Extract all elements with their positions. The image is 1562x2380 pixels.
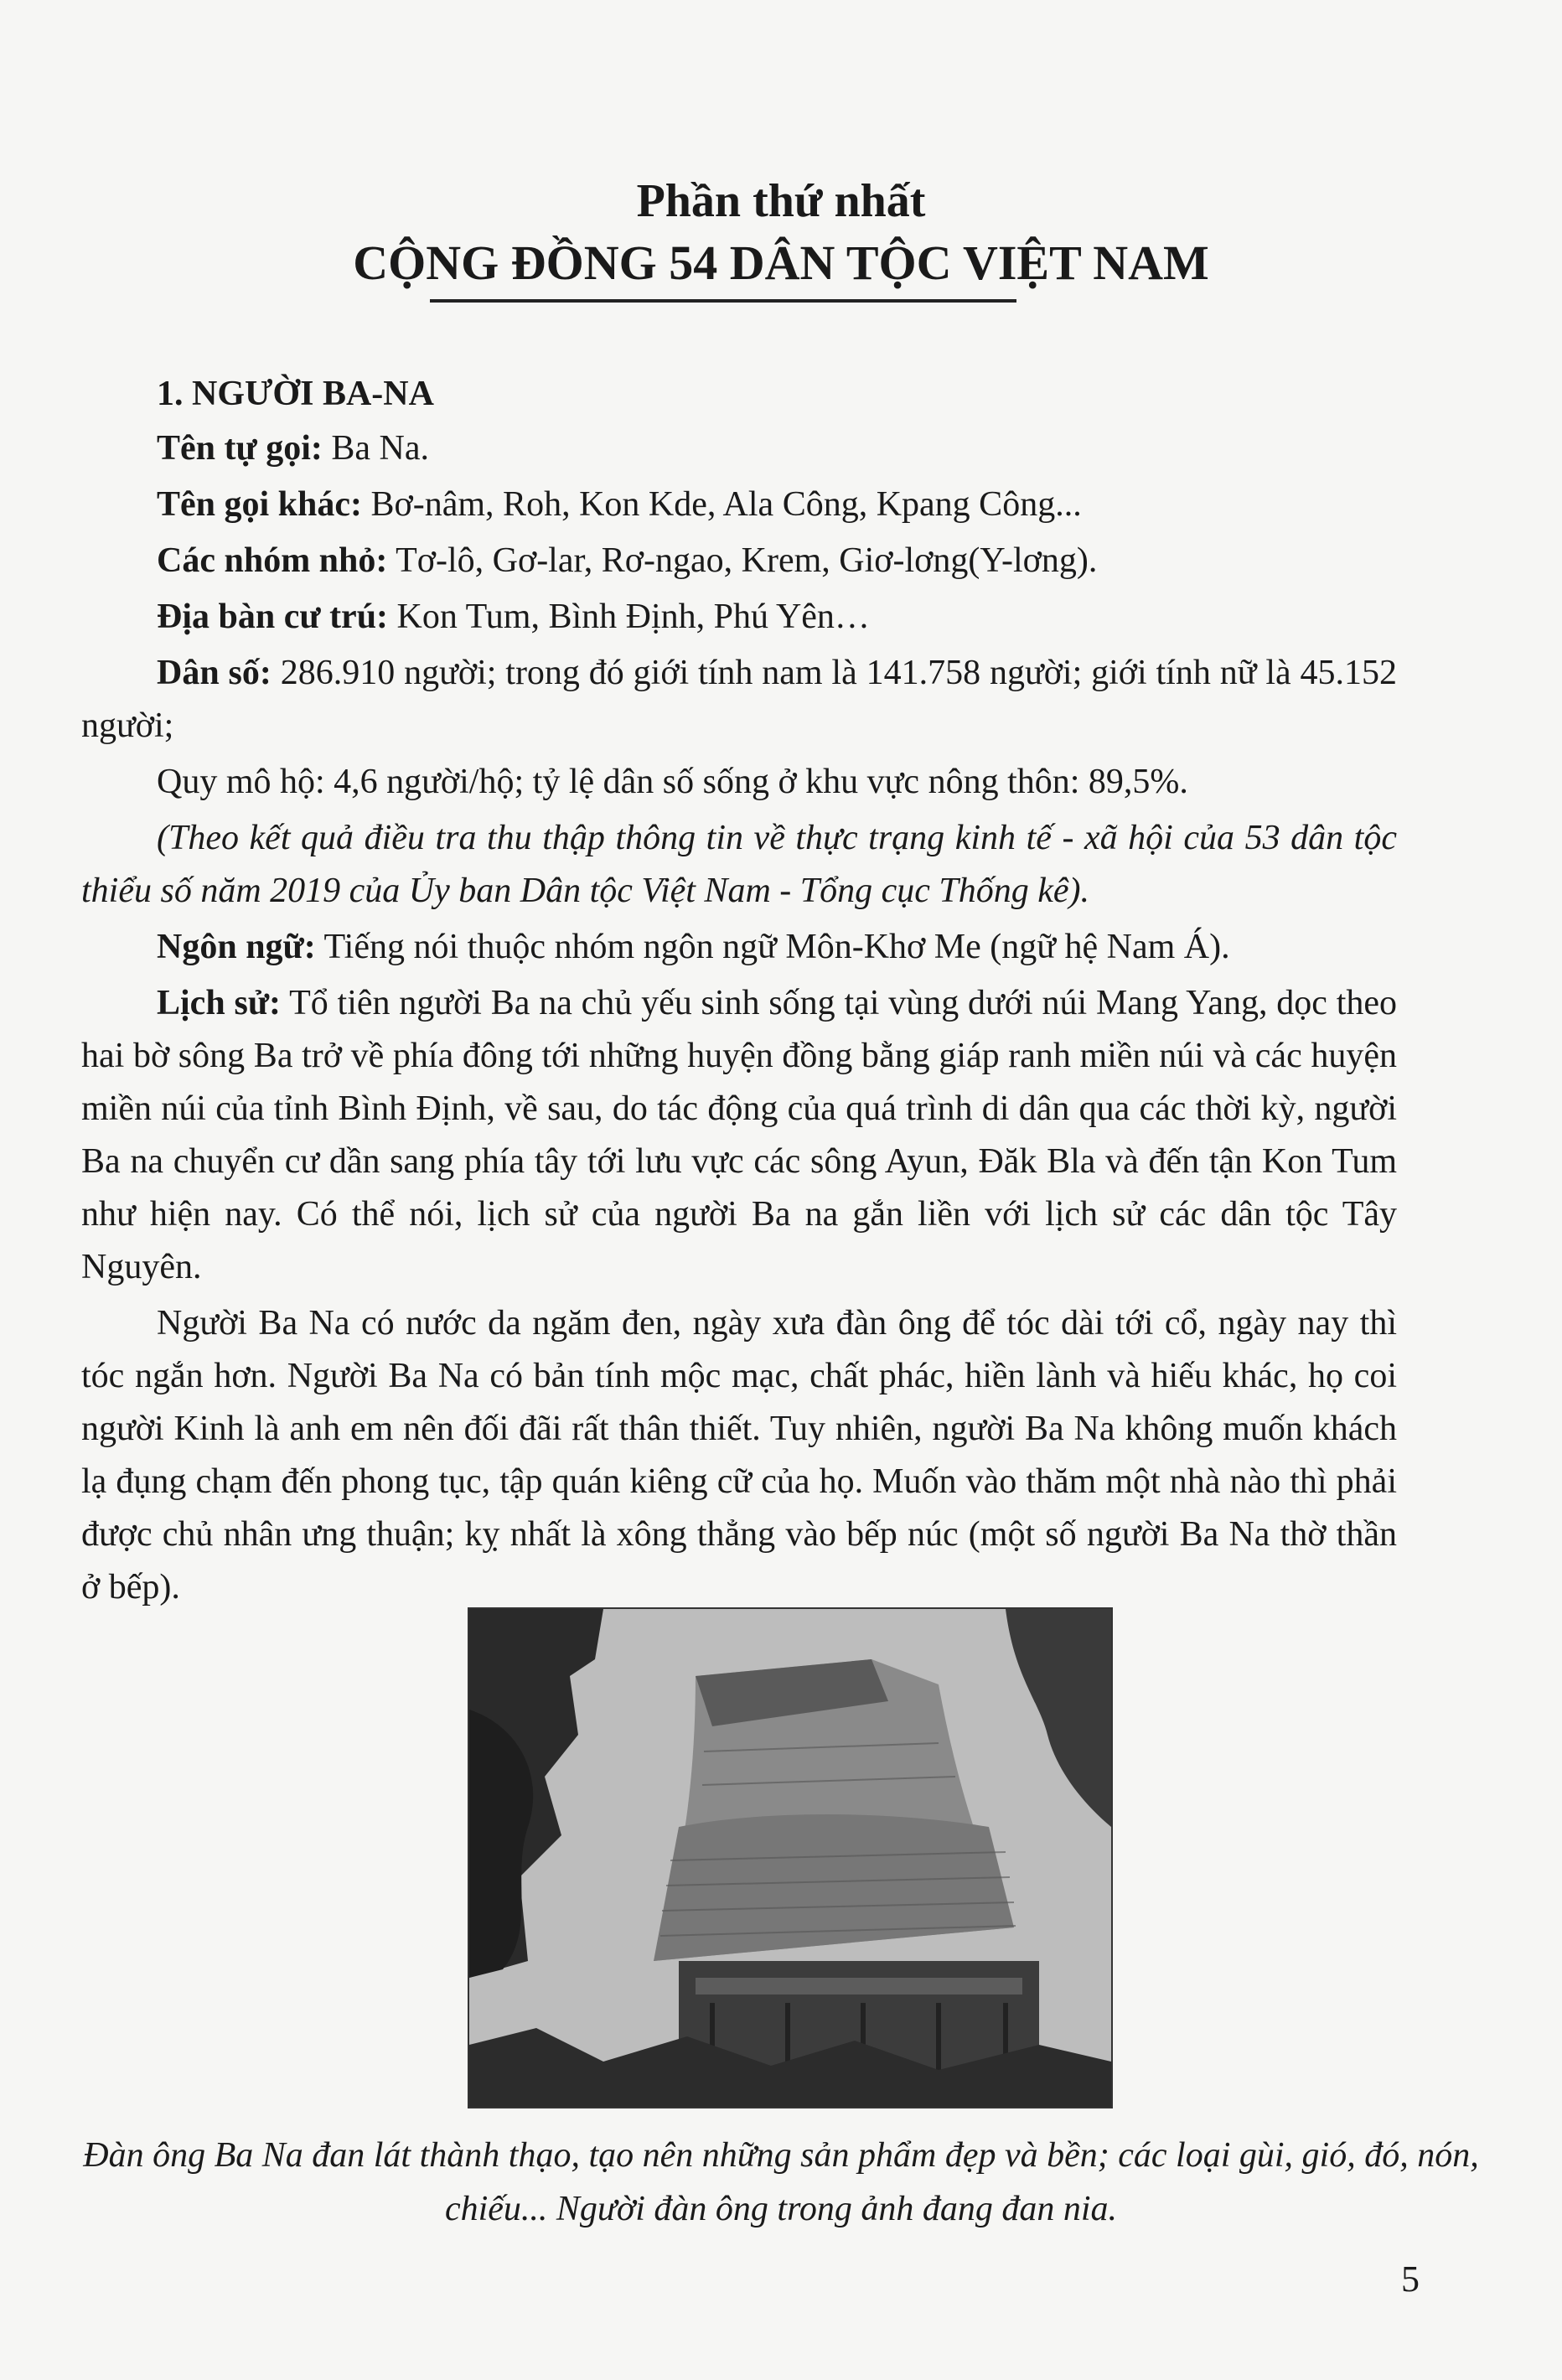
field-cac-nhom-nho	[81, 535, 1397, 587]
field-value: Tiếng nói thuộc nhóm ngôn ngữ Môn-Khơ Me (ngữ hệ Nam Á).	[315, 928, 1230, 966]
field-ten-goi-khac	[81, 479, 1397, 531]
main-title: CỘNG ĐỒNG 54 DÂN TỘC VIỆT NAM	[353, 235, 1209, 290]
photo-ba-na-house	[468, 1607, 1113, 2108]
field-label: Dân số:	[157, 654, 272, 692]
field-label: Tên tự gọi:	[157, 429, 323, 468]
photo-illustration	[469, 1609, 1111, 2107]
field-ten-tu-goi	[81, 422, 1397, 475]
field-value: Tơ-lô, Gơ-lar, Rơ-ngao, Krem, Giơ-lơng(Y-lơng).	[387, 541, 1098, 580]
field-lich-su	[81, 977, 1397, 1294]
field-label: Địa bàn cư trú:	[157, 598, 389, 636]
field-value: Kon Tum, Bình Định, Phú Yên…	[388, 598, 870, 636]
field-value: Ba Na.	[322, 429, 429, 468]
photo-caption: Đàn ông Ba Na đan lát thành thạo, tạo nên những sản phẩm đẹp và bền; các loại gùi, gió, đó, nón, chiếu... Người đàn ông trong ảnh đang đan nia.	[83, 2136, 1479, 2228]
field-value: Bơ-nâm, Roh, Kon Kde, Ala Công, Kpang Công...	[362, 485, 1082, 524]
part-title: Phần thứ nhất	[636, 175, 926, 227]
field-value: 286.910 người; trong đó giới tính nam là 141.758 người; giới tính nữ là 45.152 người;	[81, 654, 1397, 745]
field-dan-so	[81, 647, 1397, 753]
field-label: Lịch sử:	[157, 984, 282, 1022]
body-paragraph: Người Ba Na có nước da ngăm đen, ngày xưa đàn ông để tóc dài tới cổ, ngày nay thì tóc ngắn hơn. Người Ba Na có bản tính mộc mạc, chất phác, hiền lành và hiếu khác, họ coi người Kinh là anh em nên đối đãi rất thân thiết. Tuy nhiên, người Ba Na không muốn khách lạ đụng chạm đến phong tục, tập quán kiêng cữ của họ. Muốn vào thăm một nhà nào thì phải được chủ nhân ưng thuận; kỵ nhất là xông thẳng vào bếp núc (một số người Ba Na thờ thần ở bếp).	[81, 1304, 1397, 1606]
field-dia-ban	[81, 591, 1397, 644]
field-ngon-ngu	[81, 921, 1397, 974]
field-label: Ngôn ngữ:	[157, 928, 316, 966]
field-quy-mo-ho: Quy mô hộ: 4,6 người/hộ; tỷ lệ dân số sống ở khu vực nông thôn: 89,5%.	[157, 763, 1188, 801]
field-value: Tổ tiên người Ba na chủ yếu sinh sống tại vùng dưới núi Mang Yang, dọc theo hai bờ sông Ba trở về phía đông tới những huyện đồng bằng giáp ranh miền núi và các huyện miền núi của tỉnh Bình Định, về sau, do tác động của quá trình di dân qua các thời kỳ, người Ba na chuyển cư dần sang phía tây tới lưu vực các sông Ayun, Đăk Bla và đến tận Kon Tum như hiện nay. Có thể nói, lịch sử của người Ba na gắn liền với lịch sử các dân tộc Tây Nguyên.	[81, 984, 1398, 1286]
field-label: Các nhóm nhỏ:	[157, 541, 388, 580]
source-note: (Theo kết quả điều tra thu thập thông tin về thực trạng kinh tế - xã hội của 53 dân tộc thiểu số năm 2019 của Ủy ban Dân tộc Việt Nam - Tổng cục Thống kê).	[81, 819, 1397, 910]
page-number: 5	[1401, 2258, 1420, 2300]
field-label: Tên gọi khác:	[157, 485, 363, 524]
article-content	[81, 367, 1397, 1614]
section-heading: 1. NGƯỜI BA-NA	[157, 375, 434, 413]
title-underline	[430, 299, 1016, 303]
